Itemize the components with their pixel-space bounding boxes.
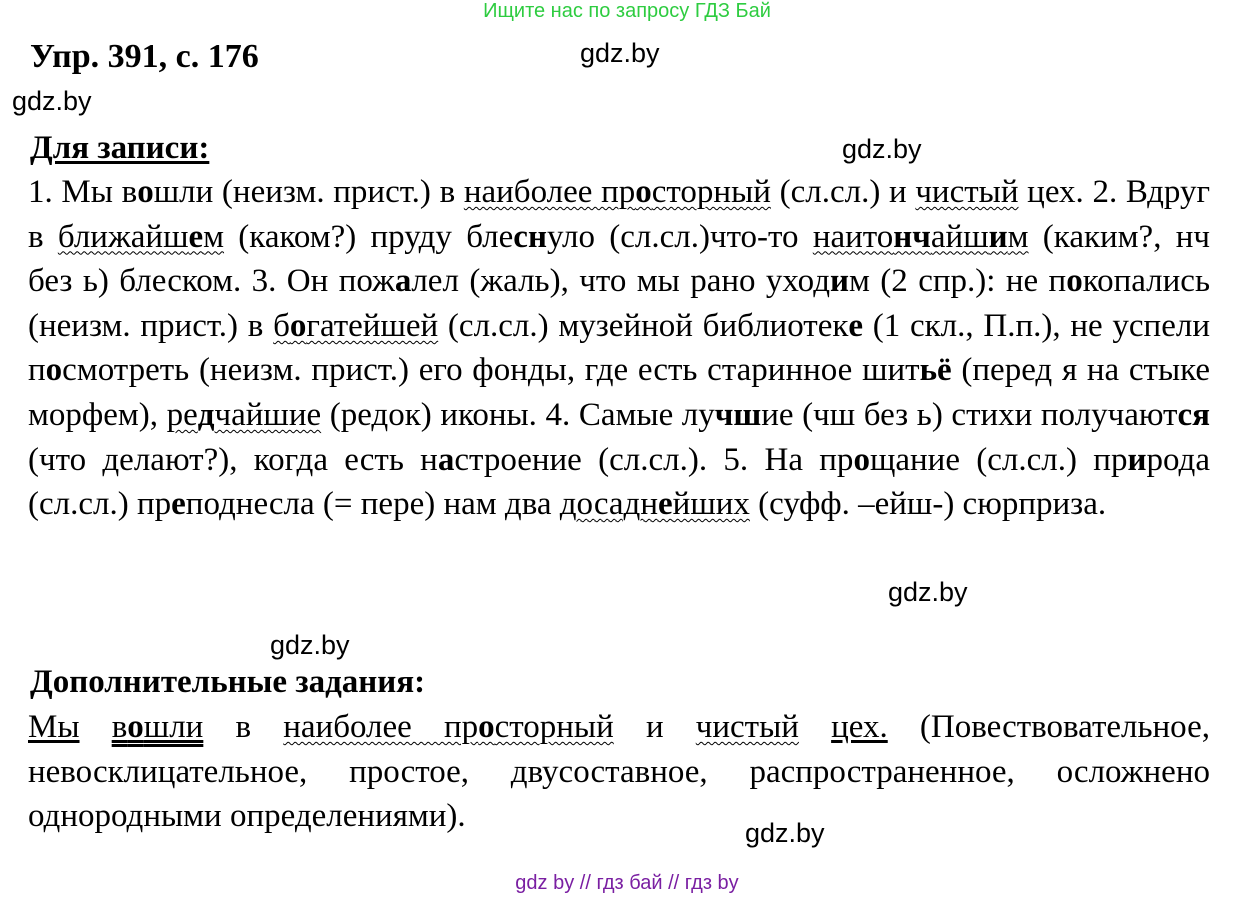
main-paragraph: 1. Мы вошли (неизм. прист.) в наиболее просторный (сл.сл.) и чистый цех. 2. Вдруг в ближайшем (каком?) пруду блеснуло (сл.сл.)что-то наитончайшим (каким?, нч без ь) блеском. 3. Он пожалел (жаль), что мы рано уходим (2 спр.): не покопались (неизм. прист.) в богатейшей (сл.сл.) музейной библиотеке (1 скл., П.п.), не успели посмотреть (неизм. прист.) его фонды, где есть старинное шитьё (перед я на стыке морфем), редчайшие (редок) иконы. 4. Самые лучшие (чш без ь) стихи получаются (что делают?), когда есть настроение (сл.сл.). 5. На прощание (сл.сл.) природа (сл.сл.) преподнесла (= пере) нам два досаднейших (суфф. –ейш-) сюрприза. (28, 174, 1210, 523)
watermark: gdz.by (842, 134, 922, 164)
analysis-paragraph: Мы вошли в наиболее просторный и чистый цех. (Повествовательное, невосклицательное, простое, двусоставное, распространенное, осложнено однородными определениями). (28, 709, 1210, 835)
heading-for-record: Для записи: (30, 130, 210, 166)
exercise-title: Упр. 391, с. 176 (30, 38, 259, 75)
watermark: gdz.by (270, 630, 350, 660)
watermark: gdz.by (12, 86, 92, 116)
watermark: gdz.by (580, 38, 660, 68)
heading-additional-tasks: Дополнительные задания: (30, 664, 426, 700)
footer-links: gdz by // гдз бай // гдз by (515, 872, 739, 894)
watermark: gdz.by (745, 818, 825, 848)
top-search-note: Ищите нас по запросу ГДЗ Бай (483, 0, 771, 22)
watermark: gdz.by (888, 577, 968, 607)
